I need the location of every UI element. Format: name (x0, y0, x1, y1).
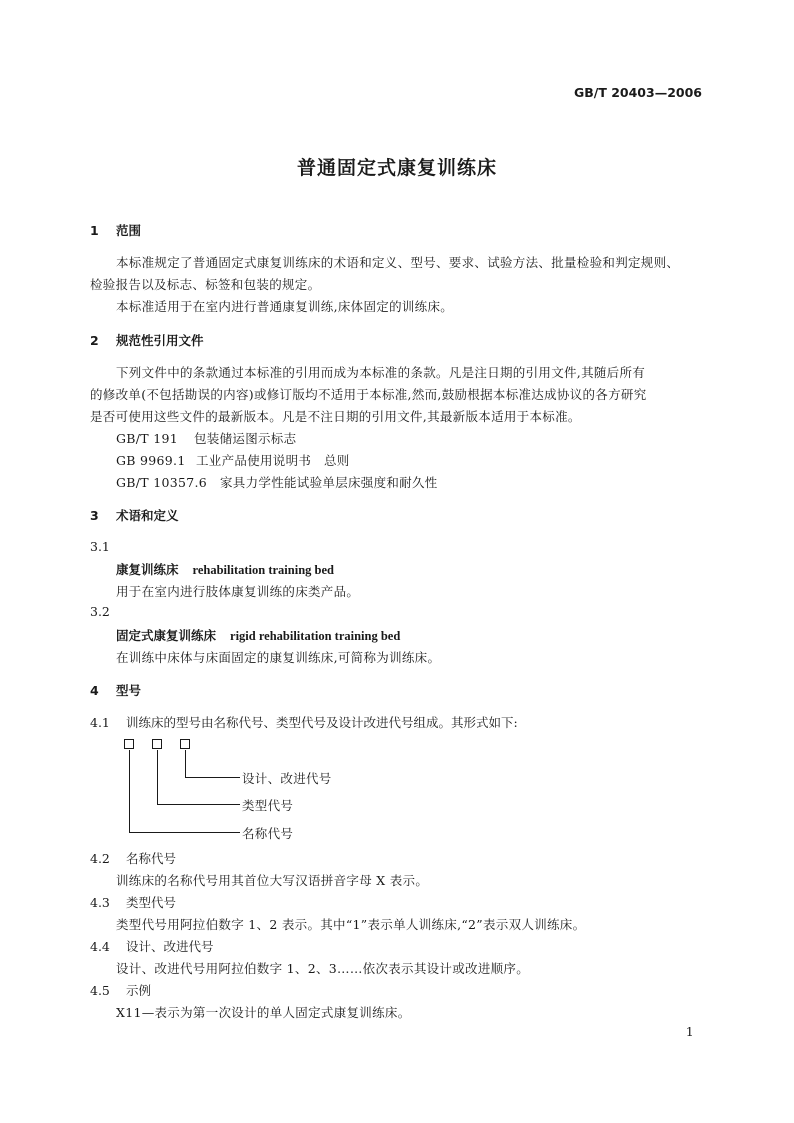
reference-title: 工业产品使用说明书 总则 (196, 453, 350, 468)
clause-number: 4.3 (90, 895, 110, 910)
reference-code: GB 9969.1 (116, 453, 186, 468)
type-code-label: 类型代号 (242, 798, 294, 813)
term-number: 3.1 (90, 539, 110, 554)
section-2-heading (90, 331, 204, 349)
section-number: 4 (90, 683, 99, 698)
connector-line (157, 804, 240, 805)
term-definition: 在训练中床体与床面固定的康复训练床,可简称为训练床。 (116, 650, 441, 665)
type-code-box (152, 739, 162, 749)
paragraph-line: 本标准规定了普通固定式康复训练床的术语和定义、型号、要求、试验方法、批量检验和判定规则、 (116, 255, 680, 270)
reference-code: GB/T 191 (116, 431, 178, 446)
clause-text: X11—表示为第一次设计的单人固定式康复训练床。 (116, 1005, 411, 1020)
clause-4-1 (90, 713, 518, 731)
clause-text: 训练床的型号由名称代号、类型代号及设计改进代号组成。其形式如下: (126, 715, 518, 730)
term-number: 3.2 (90, 604, 110, 619)
clause-4-3 (90, 893, 176, 911)
term-chinese: 康复训练床 (116, 562, 179, 577)
term-chinese: 固定式康复训练床 (116, 628, 217, 643)
clause-4-5 (90, 981, 151, 999)
connector-line (185, 750, 186, 778)
term-definition: 用于在室内进行肢体康复训练的床类产品。 (116, 584, 360, 599)
term-heading (116, 560, 334, 578)
section-number: 2 (90, 333, 99, 348)
paragraph-line: 是否可使用这些文件的最新版本。凡是不注日期的引用文件,其最新版本适用于本标准。 (90, 409, 581, 424)
clause-4-4 (90, 937, 214, 955)
connector-line (129, 750, 130, 833)
page-number: 1 (685, 1024, 694, 1039)
name-code-box (124, 739, 134, 749)
section-1-heading (90, 221, 141, 239)
clause-number: 4.4 (90, 939, 110, 954)
term-english: rigid rehabilitation training bed (230, 629, 401, 643)
clause-title: 名称代号 (126, 851, 177, 866)
standard-code: GB/T 20403—2006 (573, 85, 702, 100)
section-title: 规范性引用文件 (116, 333, 204, 348)
clause-number: 4.1 (90, 715, 110, 730)
reference-item (116, 429, 296, 447)
clause-number: 4.2 (90, 851, 110, 866)
term-english: rehabilitation training bed (192, 563, 334, 577)
clause-title: 类型代号 (126, 895, 177, 910)
reference-item (116, 473, 438, 491)
reference-title: 包装储运图示标志 (194, 431, 297, 446)
paragraph-line: 下列文件中的条款通过本标准的引用而成为本标准的条款。凡是注日期的引用文件,其随后所有 (116, 365, 646, 380)
section-title: 术语和定义 (116, 508, 179, 523)
paragraph-line: 检验报告以及标志、标签和包装的规定。 (90, 277, 321, 292)
clause-4-2 (90, 849, 176, 867)
clause-text: 设计、改进代号用阿拉伯数字 1、2、3……依次表示其设计或改进顺序。 (116, 961, 530, 976)
clause-text: 训练床的名称代号用其首位大写汉语拼音字母 X 表示。 (116, 873, 429, 888)
clause-text: 类型代号用阿拉伯数字 1、2 表示。其中“1”表示单人训练床,“2”表示双人训练床。 (116, 917, 586, 932)
clause-title: 示例 (126, 983, 152, 998)
section-3-heading (90, 506, 179, 524)
name-code-label: 名称代号 (242, 826, 294, 841)
clause-number: 4.5 (90, 983, 110, 998)
paragraph-line: 本标准适用于在室内进行普通康复训练,床体固定的训练床。 (116, 299, 454, 314)
design-code-box (180, 739, 190, 749)
section-number: 1 (90, 223, 99, 238)
reference-item (116, 451, 350, 469)
design-code-label: 设计、改进代号 (242, 771, 332, 786)
connector-line (185, 777, 240, 778)
connector-line (157, 750, 158, 805)
section-number: 3 (90, 508, 99, 523)
reference-code: GB/T 10357.6 (116, 475, 207, 490)
term-heading (116, 626, 400, 644)
section-title: 范围 (116, 223, 142, 238)
paragraph-line: 的修改单(不包括勘误的内容)或修订版均不适用于本标准,然而,鼓励根据本标准达成协议的各方研究 (90, 387, 647, 402)
connector-line (129, 832, 240, 833)
clause-title: 设计、改进代号 (126, 939, 214, 954)
section-4-heading (90, 681, 141, 699)
section-title: 型号 (116, 683, 142, 698)
page-title: 普通固定式康复训练床 (296, 157, 497, 179)
reference-title: 家具力学性能试验单层床强度和耐久性 (220, 475, 438, 490)
